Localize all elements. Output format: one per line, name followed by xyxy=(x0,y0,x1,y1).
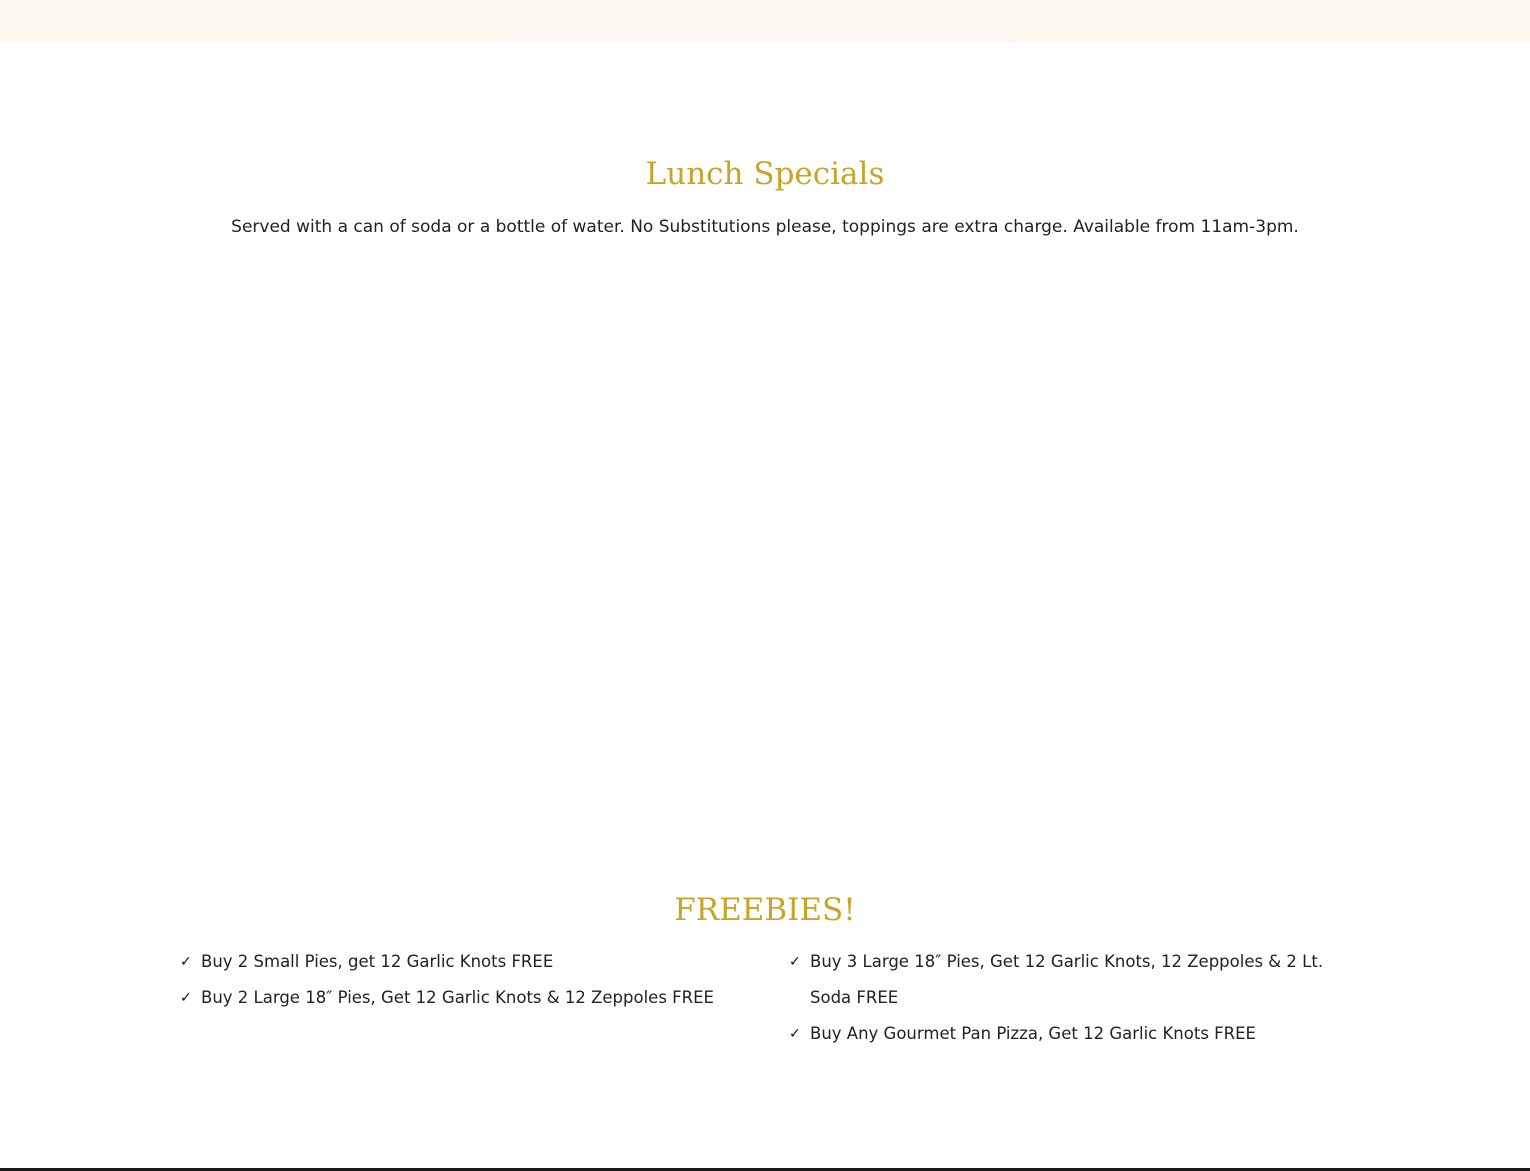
freebies-title: FREEBIES! xyxy=(674,892,856,928)
freebie-item xyxy=(789,1016,1361,1052)
top-band xyxy=(0,0,1530,42)
freebie-item xyxy=(180,944,740,980)
freebies-list-right xyxy=(789,944,1361,1052)
freebie-item-text: Buy 2 Large 18″ Pies, Get 12 Garlic Knots & 12 Zeppoles FREE xyxy=(201,988,714,1007)
lunch-specials-description: Served with a can of soda or a bottle of water. No Substitutions please, toppings are extra charge. Available from 11am-3pm. xyxy=(231,217,1299,237)
freebie-item-text: Buy 2 Small Pies, get 12 Garlic Knots FREE xyxy=(201,952,554,971)
freebie-item-text: Buy 3 Large 18″ Pies, Get 12 Garlic Knots, 12 Zeppoles & 2 Lt. Soda FREE xyxy=(810,952,1324,1007)
freebies-list-left xyxy=(180,944,740,1016)
check-icon: ✓ xyxy=(180,990,192,1006)
check-icon: ✓ xyxy=(180,954,192,970)
freebie-item xyxy=(789,944,1361,1016)
freebie-item-text: Buy Any Gourmet Pan Pizza, Get 12 Garlic Knots FREE xyxy=(810,1024,1256,1043)
check-icon: ✓ xyxy=(789,954,801,970)
freebie-item xyxy=(180,980,740,1016)
lunch-specials-title: Lunch Specials xyxy=(645,156,885,192)
top-band-center xyxy=(508,0,1014,42)
check-icon: ✓ xyxy=(789,1026,801,1042)
